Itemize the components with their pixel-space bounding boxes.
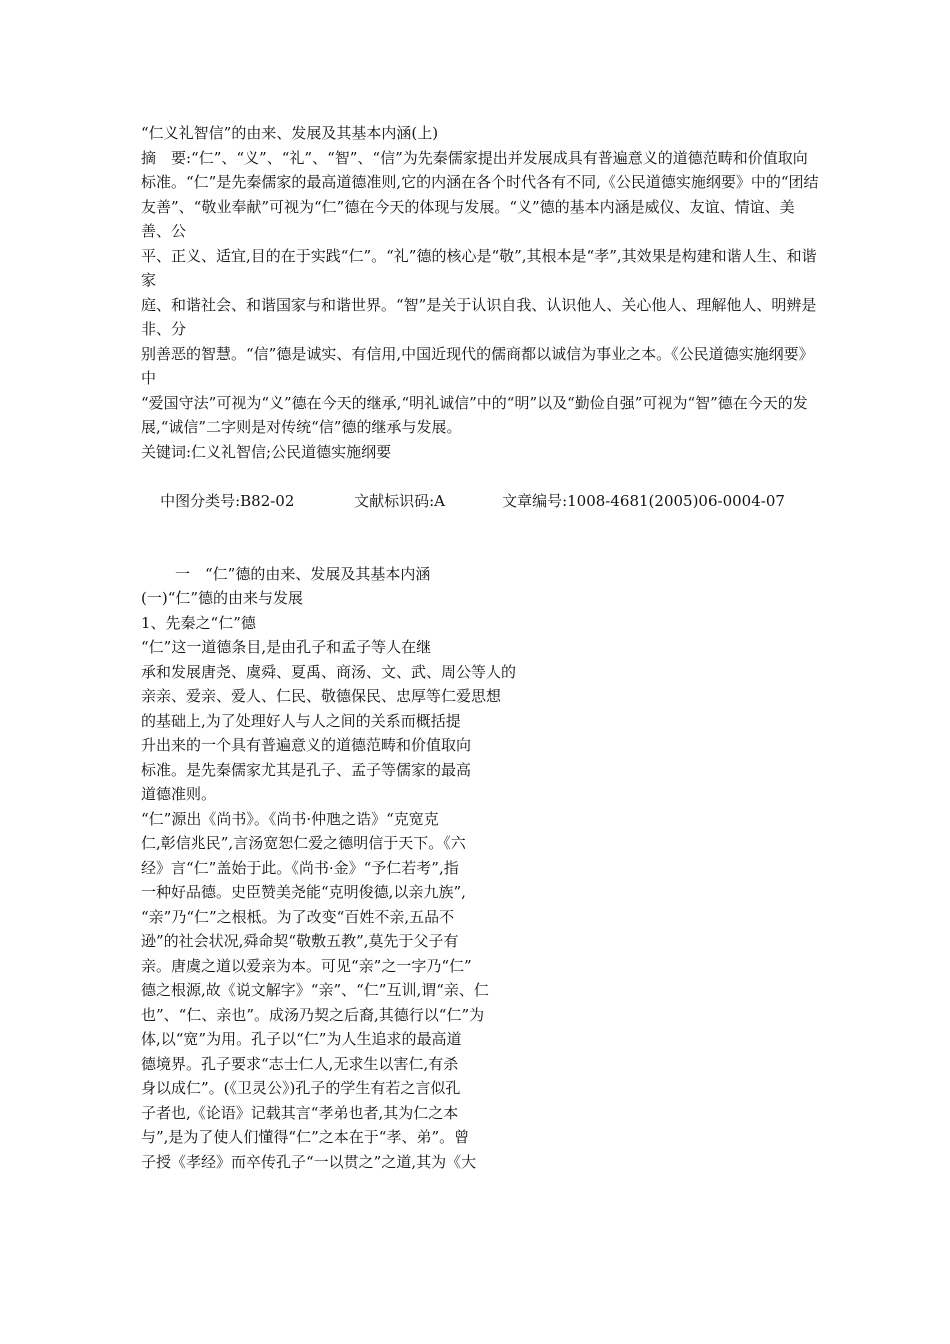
body-line: 也”、“仁、亲也”。成汤乃契之后裔,其德行以“仁”为 [141,1005,485,1024]
body-line: 与”,是为了使人们懂得“仁”之本在于“孝、弟”。曾 [141,1128,470,1146]
abstract-line: 平、正义、适宜,目的在于实践“仁”。“礼”德的核心是“敬”,其根本是“孝”,其效果是构建和谐人生、和谐家 [141,246,817,289]
abstract-line: “爱国守法”可视为“义”德在今天的继承,“明礼诚信”中的“明”以及“勤俭自强”可视为“智”德在今天的发 [141,393,808,412]
body-line: 身以成仁”。(《卫灵公》)孔子的学生有若之言似孔 [141,1079,461,1097]
abstract [141,146,821,440]
body-line: 亲。唐虞之道以爱亲为本。可见“亲”之一字乃“仁” [141,956,472,975]
abstract-line: 别善恶的智慧。“信”德是诚实、有信用,中国近现代的儒商都以诚信为事业之本。《公民道德实施纲要》中 [141,344,814,387]
article-number: 文章编号:1008-4681(2005)06-0004-07 [502,491,785,510]
document-code: 文献标识码:A [354,491,445,510]
body-line: 的基础上,为了处理好人与人之间的关系而概括提 [141,711,461,730]
article-title: “仁义礼智信”的由来、发展及其基本内涵(上) [141,124,439,142]
body-line: 德境界。孔子要求“志士仁人,无求生以害仁,有杀 [141,1054,459,1073]
body-line: “仁”源出《尚书》。《尚书·仲虺之诰》“克宽克 [141,809,439,828]
publication-meta [141,464,821,538]
body-line: “亲”乃“仁”之根柢。为了改变“百姓不亲,五品不 [141,907,455,926]
abstract-line: 标准。“仁”是先秦儒家的最高道德准则,它的内涵在各个时代各有不同,《公民道德实施纲要》中的“团结 [141,173,819,191]
body-line: 子授《孝经》而卒传孔子“一以贯之”之道,其为《大 [141,1152,477,1171]
document-page [141,121,821,1174]
body-line: 逊”的社会状况,舜命契“敬敷五教”,莫先于父子有 [141,932,459,950]
abstract-line: 庭、和谐社会、和谐国家与和谐世界。“智”是关于认识自我、认识他人、关心他人、理解他人、明辨是非、分 [141,295,817,338]
body-line: 经》言“仁”盖始于此。《尚书·金》“予仁若考”,指 [141,858,459,877]
clc-number: 中图分类号:B82-02 [160,491,295,510]
subsubsection-title: 1、先秦之“仁”德 [141,613,256,632]
spacer [141,538,821,562]
section-title: 一 “仁”德的由来、发展及其基本内涵 [175,564,431,583]
body-line: 标准。是先秦儒家尤其是孔子、孟子等儒家的最高 [141,760,472,779]
body-line: 仁,彰信兆民”,言汤宽恕仁爱之德明信于天下。《六 [141,834,466,852]
body-line: 亲亲、爱亲、爱人、仁民、敬德保民、忠厚等仁爱思想 [141,687,502,705]
body-line: “仁”这一道德条目,是由孔子和孟子等人在继 [141,638,432,656]
body-line: 承和发展唐尧、虞舜、夏禹、商汤、文、武、周公等人的 [141,662,517,681]
abstract-line: 友善”、“敬业奉献”可视为“仁”德在今天的体现与发展。“义”德的基本内涵是威仪、友谊、情谊、美善、公 [141,197,795,240]
abstract-line: 摘 要:“仁”、“义”、“礼”、“智”、“信”为先秦儒家提出并发展成具有普遍意义的道德范畴和价值取向 [141,148,808,167]
body-line: 一种好品德。史臣赞美尧能“克明俊德,以亲九族”, [141,883,466,901]
keywords: 关键词:仁义礼智信;公民道德实施纲要 [141,442,392,461]
subsection-title: (一)“仁”德的由来与发展 [141,589,304,607]
body-line: 道德准则。 [141,785,217,803]
body-line: 子者也,《论语》记载其言“孝弟也者,其为仁之本 [141,1103,459,1122]
abstract-line: 展,“诚信”二字则是对传统“信”德的继承与发展。 [141,418,462,436]
body-line: 德之根源,故《说文解字》“亲”、“仁”互训,谓“亲、仁 [141,981,489,999]
body-line: 体,以“宽”为用。孔子以“仁”为人生追求的最高道 [141,1030,462,1048]
body-line: 升出来的一个具有普遍意义的道德范畴和价值取向 [141,736,472,754]
body-text [141,635,821,1174]
